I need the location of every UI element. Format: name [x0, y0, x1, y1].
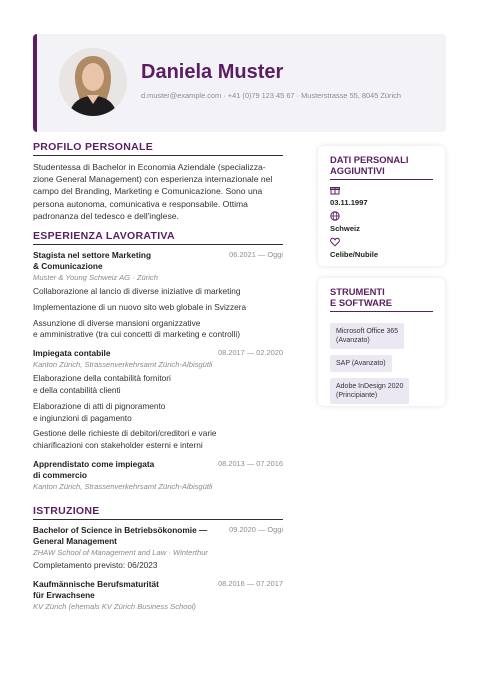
degree-title-line: General Management [33, 535, 117, 546]
job-task-line: e amministrative (tra cui concetti di marketing e controlli) [33, 329, 241, 340]
job-title-line: Stagista nel settore Marketing [33, 250, 152, 261]
gift-icon [330, 185, 433, 198]
main-column [33, 141, 283, 611]
job-entry [33, 250, 283, 341]
profile-section-title: PROFILO PERSONALE [33, 141, 283, 156]
profile-line: persona autonoma, comunicativa e responsabile. Ottima [33, 198, 248, 209]
card-title-line: DATI PERSONALI [330, 154, 409, 165]
skill-tag-line: Adobe InDesign 2020 [336, 383, 404, 390]
job-task [33, 318, 283, 342]
job-title [33, 459, 208, 481]
profile-line: Studentessa di Bachelor in Economia Aziendale (specializza- [33, 162, 266, 172]
job-task [33, 428, 283, 452]
card-title-line: E SOFTWARE [330, 296, 392, 308]
job-task-line: Elaborazione di atti di pignoramento [33, 400, 166, 411]
job-task-line: Elaborazione della contabilità fornitori [33, 373, 171, 384]
profile-line: zione General Management) con esperienza internazionale nel [33, 174, 273, 185]
personal-data-card [318, 146, 445, 266]
degree-title [33, 579, 208, 601]
job-task-line: Gestione delle richieste di debitori/creditori e varie [33, 428, 217, 439]
job-date: 08.2017 — 02.2020 [218, 348, 283, 358]
globe-icon [330, 211, 433, 224]
experience-section-title: ESPERIENZA LAVORATIVA [33, 230, 283, 245]
job-title-line: & Comunicazione [33, 261, 103, 272]
job-task: Collaborazione al lancio di diverse iniziative di marketing [33, 286, 241, 297]
nationality-item [330, 211, 433, 233]
job-entry [33, 348, 283, 452]
job-task-line: Assunzione di diverse mansioni organizzative [33, 317, 201, 328]
skill-tag-line: (Avanzato) [336, 337, 370, 344]
profile-line: campo del Branding, Marketing e Comunicazione. Sono una [33, 186, 263, 197]
card-title-line: STRUMENTI [330, 286, 385, 297]
job-organization: Kanton Zürich, Strassenverkehrsamt Zürich-Albisgütli [33, 360, 213, 370]
job-task-line: e della contabilità clienti [33, 385, 121, 395]
job-organization: Kanton Zürich, Strassenverkehrsamt Zürich-Albisgütli [33, 481, 213, 491]
skill-tag [330, 323, 404, 349]
portrait-image [59, 48, 127, 116]
education-entry [33, 525, 283, 572]
skill-tag-line: SAP (Avanzato) [336, 360, 386, 367]
profile-summary [33, 161, 283, 222]
resume-header [33, 34, 446, 132]
candidate-name: Daniela Muster [141, 61, 284, 83]
tools-title [330, 287, 433, 312]
skill-tag-line: (Principiante) [336, 392, 378, 399]
degree-title-line: für Erwachsene [33, 589, 95, 600]
profile-line: padronanza del tedesco e dell'inglese. [33, 210, 179, 221]
job-task: Implementazione di un nuovo sito web globale in Svizzera [33, 301, 247, 312]
education-date: 08.2016 — 07.2017 [218, 578, 283, 588]
job-task-line: e ingiunzioni di pagamento [33, 412, 132, 423]
heart-icon [330, 237, 433, 250]
marital-status: Celibe/Nubile [330, 250, 379, 259]
skill-tag [330, 355, 392, 372]
card-title-line: AGGIUNTIVI [330, 164, 385, 176]
degree-title-line: Kaufmännische Berufsmaturität [33, 578, 159, 589]
job-title [33, 250, 208, 272]
job-title-line: di commercio [33, 469, 87, 480]
contact-line: d.muster@example.com · +41 (0)79 123 45 67 · Musterstrasse 55, 8045 Zürich [141, 91, 401, 100]
education-date: 09.2020 — Oggi [229, 524, 283, 534]
education-institution: ZHAW School of Management and Law · Winterthur [33, 547, 208, 557]
job-entry [33, 459, 283, 491]
skill-tag [330, 378, 409, 404]
birth-date-item [330, 185, 433, 207]
degree-title-line: Bachelor of Science in Betriebsökonomie — [33, 524, 208, 535]
education-entry [33, 579, 283, 611]
profile-photo [59, 48, 127, 116]
education-section-title: ISTRUZIONE [33, 505, 283, 520]
job-date: 06.2021 — Oggi [229, 250, 283, 260]
job-title: Impiegata contabile [33, 348, 111, 359]
job-title-line: Apprendistato come impiegata [33, 458, 155, 469]
marital-status-item [330, 237, 433, 259]
tools-card [318, 278, 445, 406]
job-task-line: chiarificazioni con stakeholder esterni e interni [33, 440, 203, 451]
skill-tag-line: Microsoft Office 365 [336, 328, 399, 335]
job-task [33, 401, 283, 425]
degree-title [33, 525, 208, 547]
birth-date: 03.11.1997 [330, 198, 368, 207]
education-note: Completamento previsto: 06/2023 [33, 559, 158, 570]
job-task [33, 373, 283, 397]
nationality: Schweiz [330, 224, 360, 233]
education-institution: KV Zürich (ehemals KV Zürich Business School) [33, 601, 196, 611]
job-organization: Muster & Young Schweiz AG · Zürich [33, 273, 158, 283]
personal-data-title [330, 155, 433, 180]
job-date: 08.2013 — 07.2016 [218, 458, 283, 468]
